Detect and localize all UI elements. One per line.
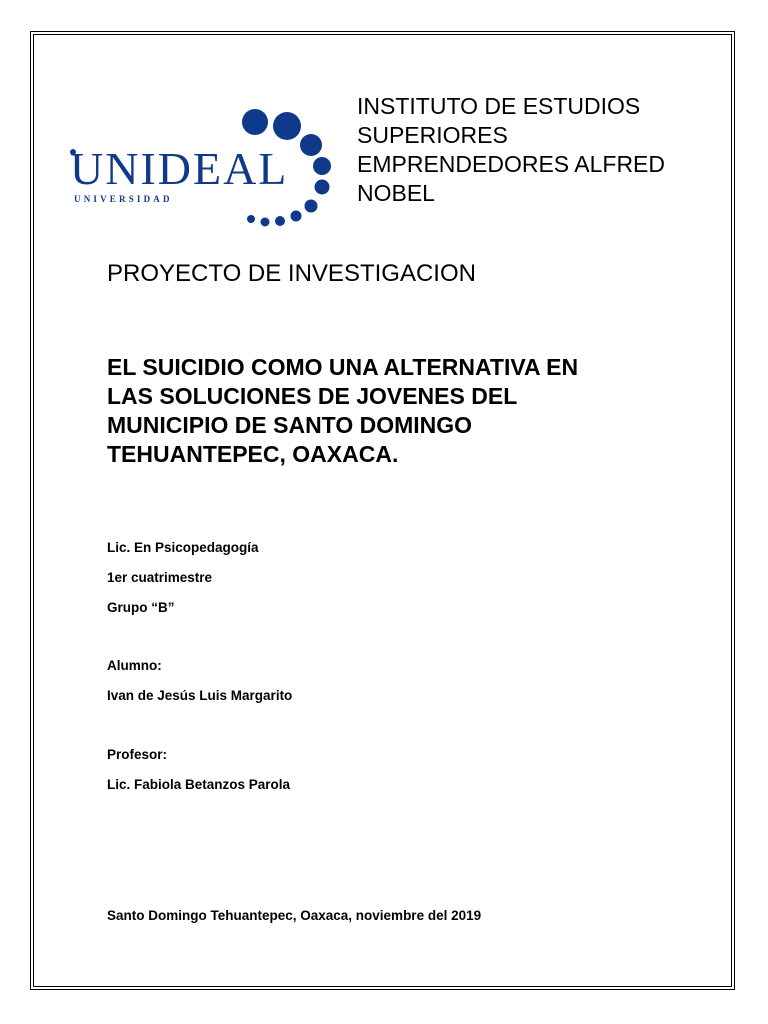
logo-wordmark: UNIDEAL [70, 143, 289, 194]
institute-line: SUPERIORES [357, 122, 508, 148]
logo-subtitle: UNIVERSIDAD [74, 194, 173, 204]
program-text: Lic. En Psicopedagogía [107, 540, 259, 555]
institute-line: NOBEL [357, 180, 435, 206]
teacher-label: Profesor: [107, 747, 168, 762]
student-name: Ivan de Jesús Luis Margarito [107, 688, 293, 703]
unideal-logo [62, 100, 342, 240]
term-text: 1er cuatrimestre [107, 570, 213, 585]
title-line: EL SUICIDIO COMO UNA ALTERNATIVA EN [107, 354, 579, 380]
title-line: LAS SOLUCIONES DE JOVENES DEL [107, 383, 518, 409]
title-line: MUNICIPIO DE SANTO DOMINGO [107, 412, 473, 438]
teacher-name: Lic. Fabiola Betanzos Parola [107, 777, 291, 792]
institute-name [357, 92, 687, 208]
project-heading: PROYECTO DE INVESTIGACION [107, 260, 476, 287]
group-text: Grupo “B” [107, 600, 175, 615]
institute-line: INSTITUTO DE ESTUDIOS [357, 93, 641, 119]
title-line: TEHUANTEPEC, OAXACA. [107, 441, 399, 467]
institute-line: EMPRENDEDORES ALFRED [357, 151, 666, 177]
student-label: Alumno: [107, 658, 162, 673]
place-date: Santo Domingo Tehuantepec, Oaxaca, noviembre del 2019 [107, 908, 482, 923]
document-title [107, 353, 667, 469]
